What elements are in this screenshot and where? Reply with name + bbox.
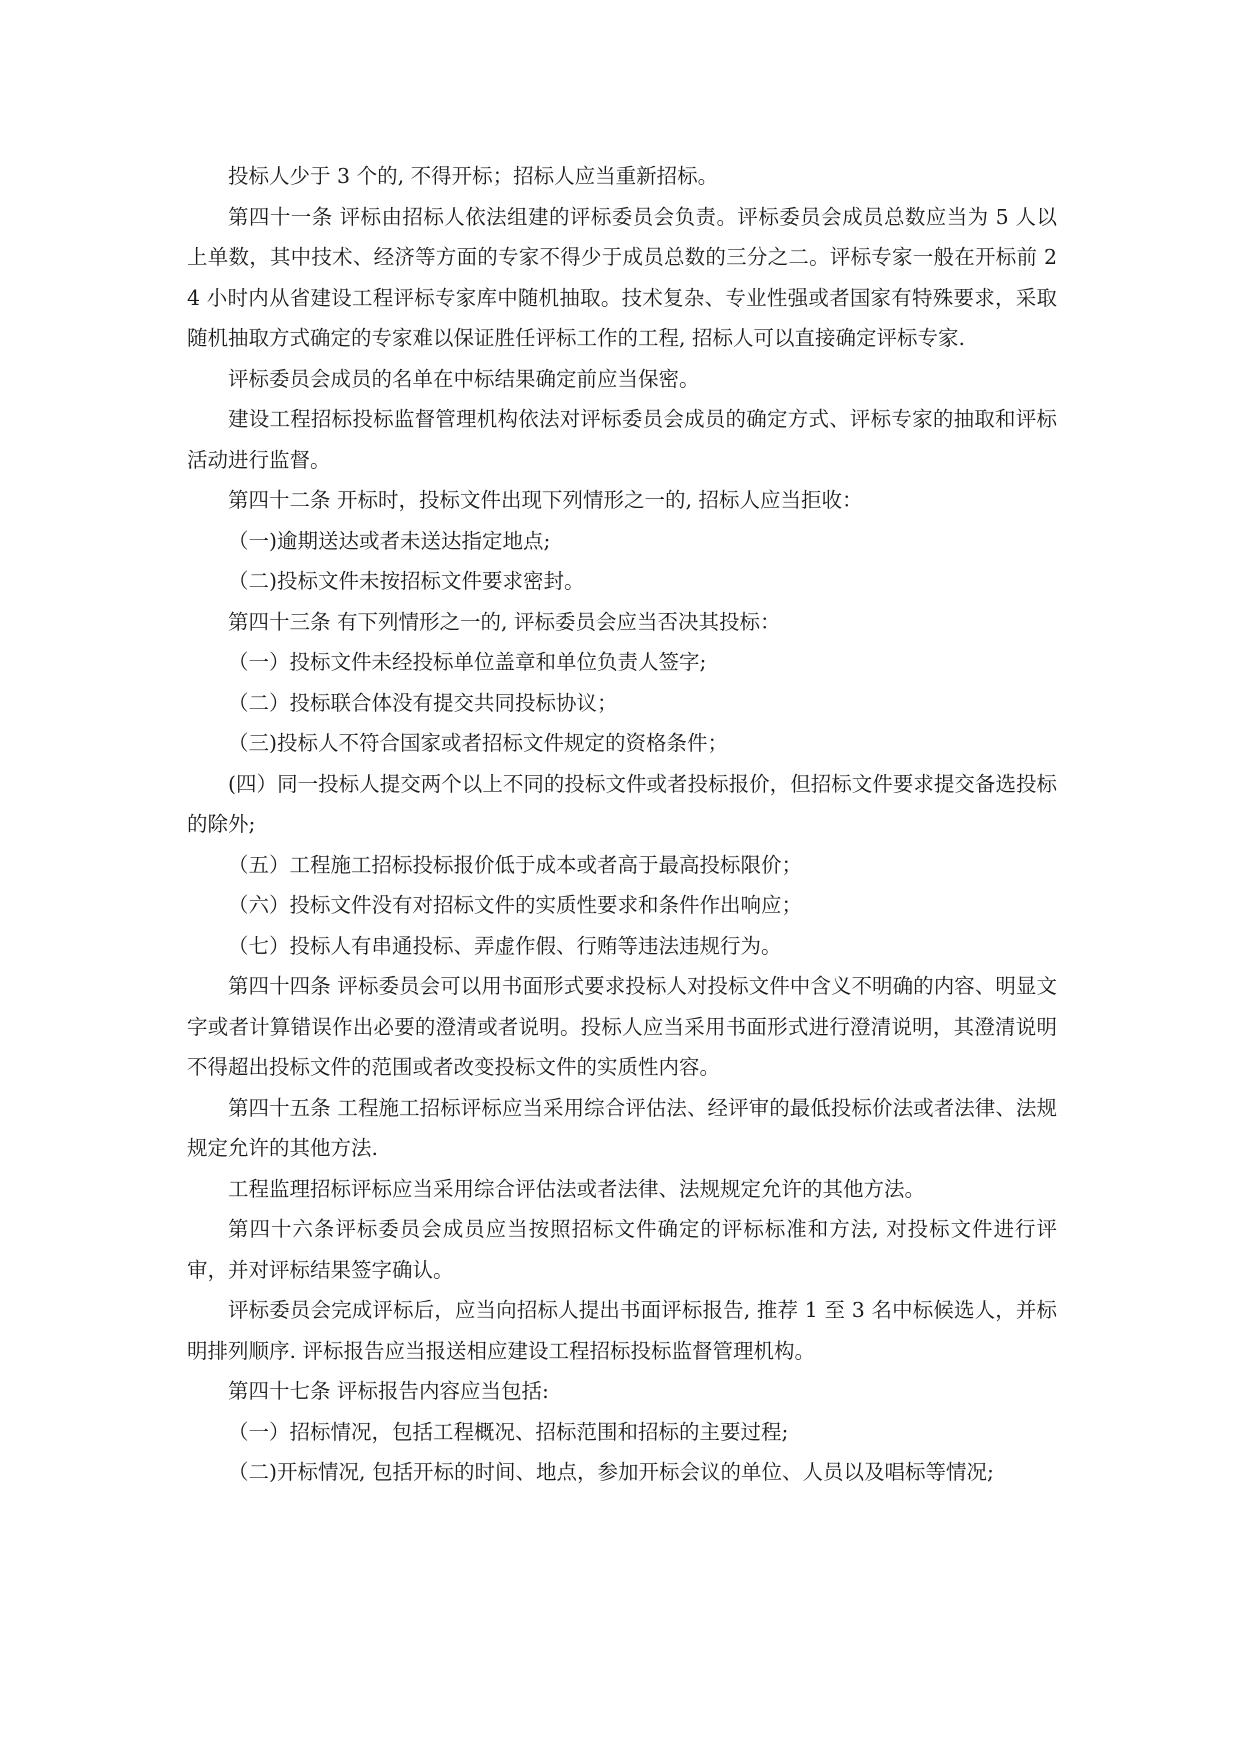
list-item: （三)投标人不符合国家或者招标文件规定的资格条件；	[228, 731, 728, 755]
article-47: 第四十七条 评标报告内容应当包括:	[228, 1379, 549, 1403]
paragraph: 评标委员会完成评标后，应当向招标人提出书面评标报告, 推荐 1 至 3 名中标候选人，并标明排列顺序. 评标报告应当报送相应建设工程招标投标监督管理机构。	[187, 1298, 1057, 1363]
list-item: （五）工程施工招标投标报价低于成本或者高于最高投标限价；	[228, 852, 802, 877]
list-item: （六）投标文件没有对招标文件的实质性要求和条件作出响应；	[228, 893, 802, 917]
article-45: 第四十五条 工程施工招标评标应当采用综合评估法、经评审的最低投标价法或者法律、法规规定允许的其他方法.	[187, 1095, 1057, 1160]
list-item: （二)投标文件未按招标文件要求密封。	[228, 569, 585, 593]
paragraph: 工程监理招标评标应当采用综合评估法或者法律、法规规定允许的其他方法。	[228, 1176, 925, 1201]
list-item: （二)开标情况, 包括开标的时间、地点，参加开标会议的单位、人员以及唱标等情况;	[228, 1460, 994, 1484]
article-46: 第四十六条评标委员会成员应当按照招标文件确定的评标标准和方法, 对投标文件进行评审，并对评标结果签字确认。	[187, 1217, 1057, 1282]
article-43: 第四十三条 有下列情形之一的, 评标委员会应当否决其投标：	[228, 609, 781, 634]
paragraph: 评标委员会成员的名单在中标结果确定前应当保密。	[228, 366, 700, 391]
list-item: （二）投标联合体没有提交共同投标协议；	[228, 690, 618, 715]
list-item: (四）同一投标人提交两个以上不同的投标文件或者投标报价，但招标文件要求提交备选投标的除外;	[187, 771, 1057, 836]
paragraph: 投标人少于 3 个的, 不得开标；招标人应当重新招标。	[228, 164, 719, 188]
document-page	[187, 156, 1057, 1493]
list-item: （一）招标情况，包括工程概况、招标范围和招标的主要过程;	[228, 1419, 789, 1444]
article-44: 第四十四条 评标委员会可以用书面形式要求投标人对投标文件中含义不明确的内容、明显文字或者计算错误作出必要的澄清或者说明。投标人应当采用书面形式进行澄清说明，其澄清说明不得超出投标文件的范围或者改变投标文件的实质性内容。	[187, 974, 1057, 1079]
article-42: 第四十二条 开标时，投标文件出现下列情形之一的, 招标人应当拒收：	[228, 488, 863, 512]
list-item: （一)逾期送达或者未送达指定地点;	[228, 528, 551, 553]
list-item: （七）投标人有串通投标、弄虚作假、行贿等违法违规行为。	[228, 933, 782, 958]
article-41: 第四十一条 评标由招标人依法组建的评标委员会负责。评标委员会成员总数应当为 5 人以上单数，其中技术、经济等方面的专家不得少于成员总数的三分之二。评标专家一般在开标前 24 小时内从省建设工程评标专家库中随机抽取。技术复杂、专业性强或者国家有特殊要求，采取随机抽取方式确定的专家难以保证胜任评标工作的工程, 招标人可以直接确定评标专家.	[187, 204, 1057, 350]
paragraph: 建设工程招标投标监督管理机构依法对评标委员会成员的确定方式、评标专家的抽取和评标活动进行监督。	[187, 407, 1057, 472]
list-item: （一）投标文件未经投标单位盖章和单位负责人签字;	[228, 650, 707, 674]
